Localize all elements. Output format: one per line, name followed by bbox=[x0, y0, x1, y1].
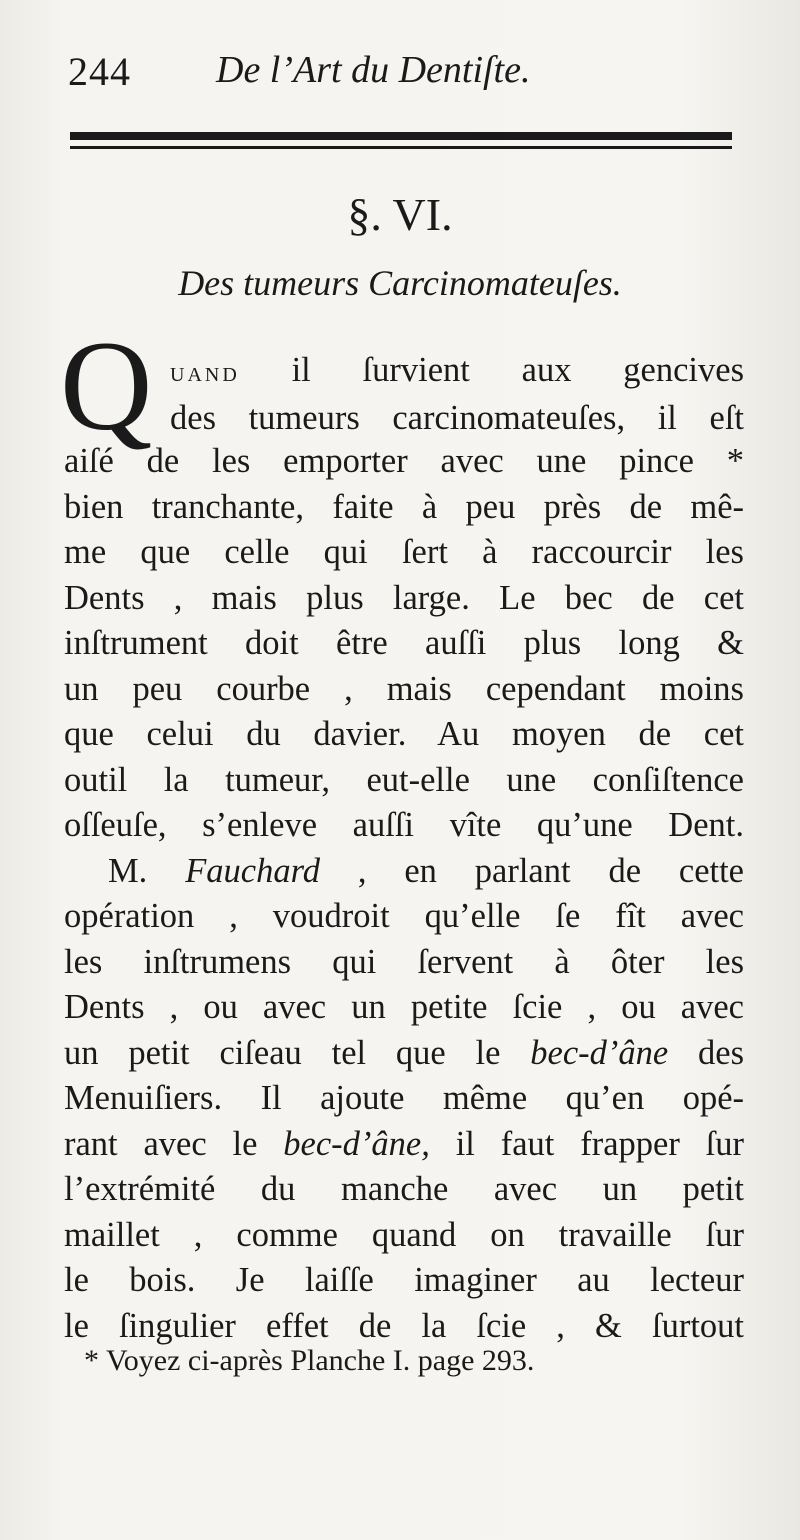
text-line: les inſtrumens qui ſervent à ôter les bbox=[64, 942, 744, 981]
author-name: Fauchard bbox=[185, 851, 320, 890]
footnote: * Voyez ci-après Planche I. page 293. bbox=[84, 1344, 535, 1377]
text-line: me que celle qui ſert à raccourcir les bbox=[64, 533, 744, 571]
text-line: oſſeuſe, s’enleve auſſi vîte qu’une Dent. bbox=[64, 806, 744, 844]
header-rule-thin bbox=[70, 146, 732, 149]
text-line: rant avec le bec-d’âne, il faut frapper ſur bbox=[64, 1124, 744, 1163]
text-line: un peu courbe , mais cependant moins bbox=[64, 669, 744, 708]
running-head: De l’Art du Dentiſte. bbox=[216, 49, 531, 91]
text-line: Dents , mais plus large. Le bec de cet bbox=[64, 578, 744, 617]
text-line: opération , voudroit qu’elle ſe fît avec bbox=[64, 897, 744, 935]
italic-term: bec-d’âne bbox=[530, 1033, 669, 1072]
page-number: 244 bbox=[68, 49, 131, 94]
opening-word: uand bbox=[170, 357, 240, 388]
text-line: outil la tumeur, eut-elle une conſiſtence bbox=[64, 760, 744, 799]
paragraph-1-opening bbox=[170, 348, 744, 441]
text-line: aiſé de les emporter avec une pince * bbox=[64, 442, 744, 480]
text-line: inſtrument doit être auſſi plus long & bbox=[64, 624, 744, 662]
italic-term: bec-d’âne, bbox=[283, 1124, 430, 1163]
drop-cap: Q bbox=[60, 315, 153, 457]
text-line: un petit ciſeau tel que le bec-d’âne des bbox=[64, 1033, 744, 1072]
text-line: M. Fauchard , en parlant de cette bbox=[108, 851, 744, 890]
text-line: bien tranchante, faite à peu près de mê- bbox=[64, 487, 744, 526]
text-line: le ſingulier effet de la ſcie , & ſurtout bbox=[64, 1306, 744, 1345]
page-header bbox=[68, 42, 738, 102]
text-line: Dents , ou avec un petite ſcie , ou avec bbox=[64, 988, 744, 1026]
section-number: §. VI. bbox=[347, 189, 453, 240]
header-rule-thick bbox=[70, 132, 732, 140]
text-line: uand il ſurvient aux gencives bbox=[170, 351, 744, 389]
text-line: des tumeurs carcinomateuſes, il eſt bbox=[170, 398, 744, 437]
text-line: l’extrémité du manche avec un petit bbox=[64, 1170, 744, 1208]
text-line: Menuiſiers. Il ajoute même qu’en opé- bbox=[64, 1079, 744, 1117]
section-title: Des tumeurs Carcinomateuſes. bbox=[178, 263, 622, 303]
text-line: que celui du davier. Au moyen de cet bbox=[64, 715, 744, 753]
text-line: maillet , comme quand on travaille ſur bbox=[64, 1215, 744, 1254]
text-line: le bois. Je laiſſe imaginer au lecteur bbox=[64, 1261, 744, 1299]
body-text bbox=[64, 439, 744, 1349]
